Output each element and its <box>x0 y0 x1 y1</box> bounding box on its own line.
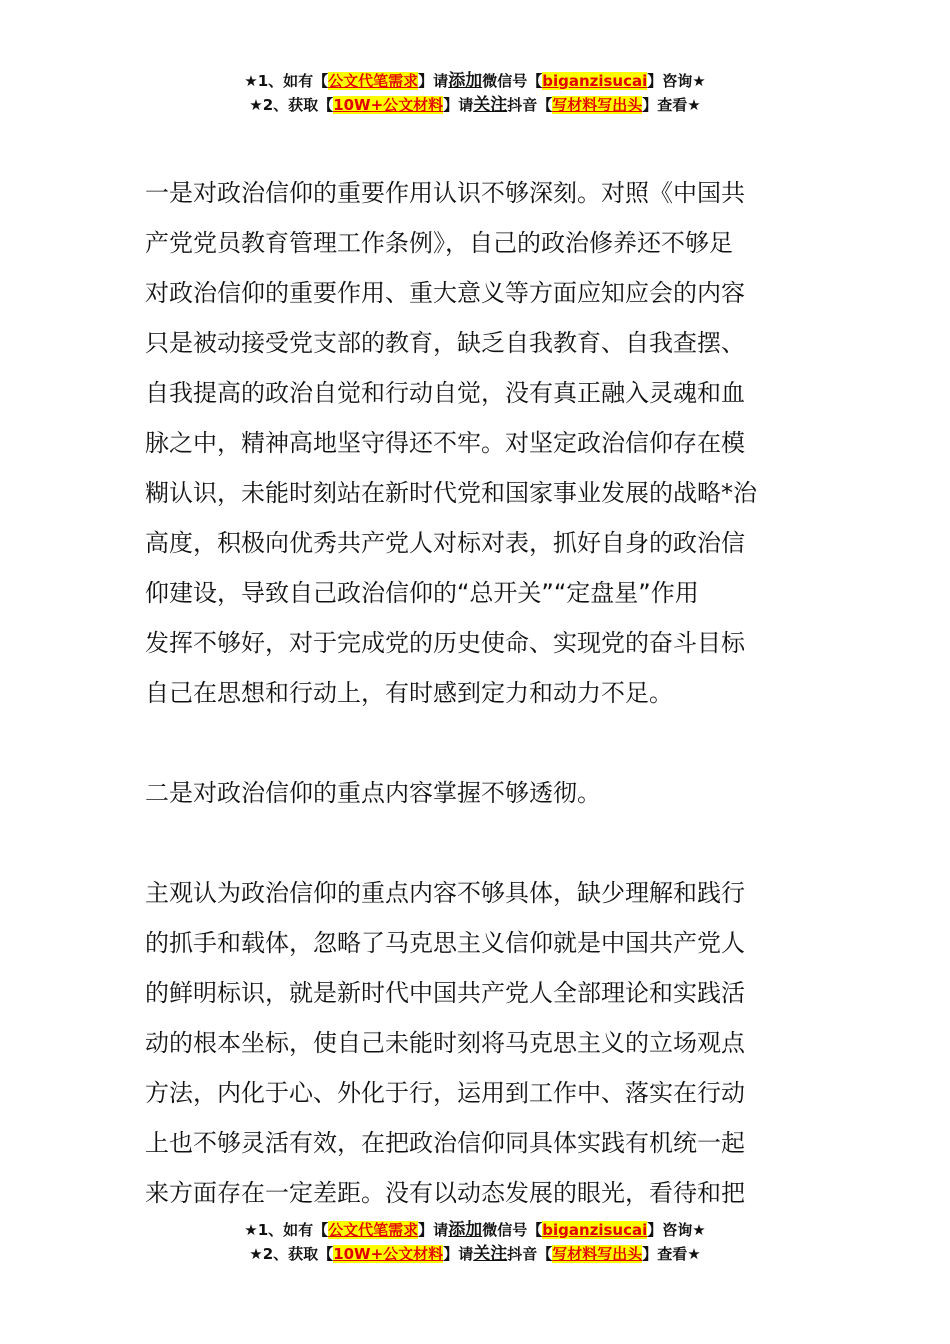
wechat-id: biganzisucai <box>542 72 648 90</box>
text-line: 脉之中，精神高地坚守得还不牢。对坚定政治信仰存在模 <box>145 429 745 457</box>
underlined-text: 关注 <box>473 95 508 115</box>
text: 】查看★ <box>642 1245 701 1263</box>
text: ★1、如有【 <box>244 72 329 90</box>
text: 】请 <box>443 96 474 114</box>
paragraph <box>145 768 815 818</box>
banner-line-1 <box>0 1218 950 1242</box>
paragraph <box>145 168 815 718</box>
underlined-text: 关注 <box>473 1244 508 1264</box>
wechat-id: biganzisucai <box>542 1221 648 1239</box>
text: 】请 <box>418 1221 449 1239</box>
text: ★2、获取【 <box>249 1245 334 1263</box>
banner-line-2 <box>0 93 950 117</box>
text-line: 对政治信仰的重要作用、重大意义等方面应知应会的内容 <box>145 279 745 307</box>
paragraph-gap <box>145 718 815 768</box>
text-line: 只是被动接受党支部的教育，缺乏自我教育、自我查摆、 <box>145 329 745 357</box>
highlight-text: 公文代笔需求 <box>328 72 419 90</box>
text: 抖音【 <box>507 96 553 114</box>
text-line: 一是对政治信仰的重要作用认识不够深刻。对照《中国共 <box>145 179 745 207</box>
text-line: 来方面存在一定差距。没有以动态发展的眼光，看待和把 <box>145 1179 745 1207</box>
document-body <box>145 168 815 1218</box>
text-line: 发挥不够好，对于完成党的历史使命、实现党的奋斗目标 <box>145 629 745 657</box>
douyin-id: 写材料写出头 <box>552 1245 643 1263</box>
text: 】请 <box>443 1245 474 1263</box>
highlight-text: 公文代笔需求 <box>328 1221 419 1239</box>
text-line: 自我提高的政治自觉和行动自觉，没有真正融入灵魂和血 <box>145 379 745 407</box>
underlined-text: 添加 <box>448 71 483 91</box>
text: 微信号【 <box>482 72 543 90</box>
text: 】咨询★ <box>647 72 706 90</box>
text-line: 动的根本坐标，使自己未能时刻将马克思主义的立场观点 <box>145 1029 745 1057</box>
text-line: 二是对政治信仰的重点内容掌握不够透彻。 <box>145 779 601 807</box>
text-line: 产党党员教育管理工作条例》，自己的政治修养还不够足 <box>145 229 733 257</box>
text-line: 高度，积极向优秀共产党人对标对表，抓好自身的政治信 <box>145 529 745 557</box>
text-line: 仰建设，导致自己政治信仰的“总开关”“定盘星”作用 <box>145 579 699 607</box>
text-line: 主观认为政治信仰的重点内容不够具体，缺少理解和践行 <box>145 879 745 907</box>
banner-line-1 <box>0 69 950 93</box>
text-line: 自己在思想和行动上，有时感到定力和动力不足。 <box>145 679 673 707</box>
text: 】咨询★ <box>647 1221 706 1239</box>
underlined-text: 添加 <box>448 1220 483 1240</box>
highlight-text: 10W+公文材料 <box>333 96 444 114</box>
text: ★2、获取【 <box>249 96 334 114</box>
text-line: 方法，内化于心、外化于行，运用到工作中、落实在行动 <box>145 1079 745 1107</box>
text: 】查看★ <box>642 96 701 114</box>
header-banner <box>0 69 950 117</box>
paragraph <box>145 868 815 1218</box>
text-line: 糊认识，未能时刻站在新时代党和国家事业发展的战略*治 <box>145 479 757 507</box>
highlight-text: 10W+公文材料 <box>333 1245 444 1263</box>
douyin-id: 写材料写出头 <box>552 96 643 114</box>
paragraph-gap <box>145 818 815 868</box>
text: 微信号【 <box>482 1221 543 1239</box>
text: ★1、如有【 <box>244 1221 329 1239</box>
banner-line-2 <box>0 1242 950 1266</box>
footer-banner <box>0 1218 950 1266</box>
text-line: 的抓手和载体，忽略了马克思主义信仰就是中国共产党人 <box>145 929 745 957</box>
text-line: 的鲜明标识，就是新时代中国共产党人全部理论和实践活 <box>145 979 745 1007</box>
text: 抖音【 <box>507 1245 553 1263</box>
text: 】请 <box>418 72 449 90</box>
text-line: 上也不够灵活有效，在把政治信仰同具体实践有机统一起 <box>145 1129 745 1157</box>
